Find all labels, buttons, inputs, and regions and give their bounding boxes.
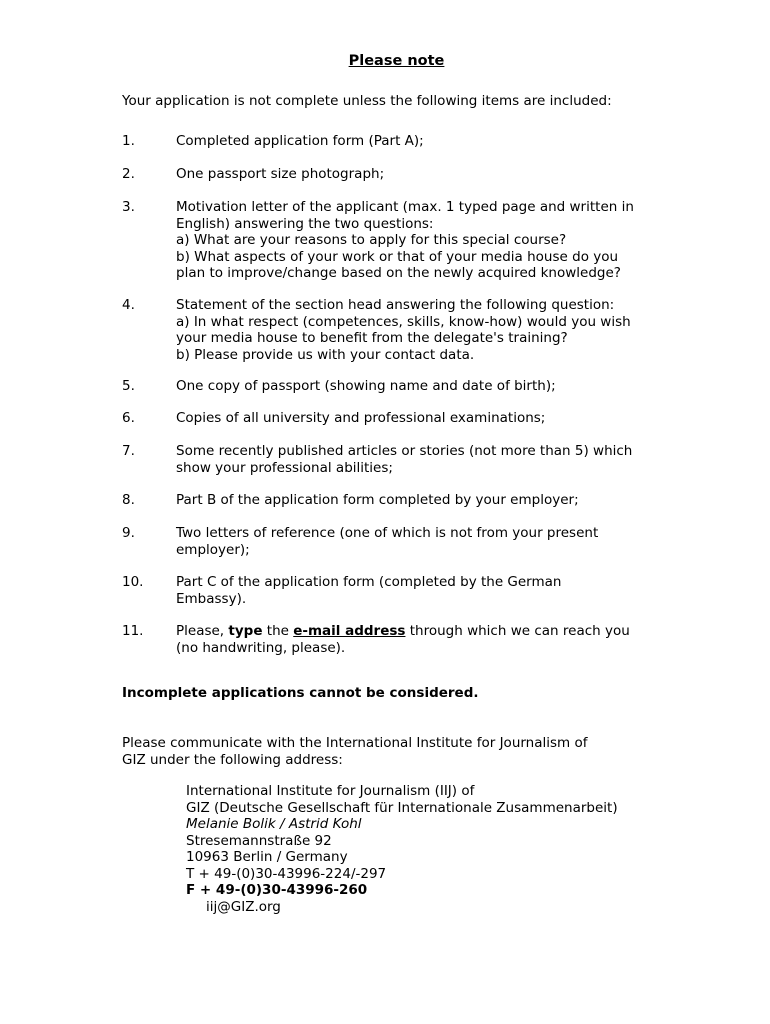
item-text: Copies of all university and professional examinations;: [176, 410, 546, 426]
list-item: [122, 297, 682, 363]
list-item: [122, 378, 682, 395]
list-item: [122, 525, 682, 558]
item-text: Two letters of reference (one of which is not from your present employer);: [176, 525, 599, 558]
item-number: 9.: [122, 525, 135, 541]
item-text: Motivation letter of the applicant (max. 1 typed page and written in English) answering the two questions: a) What are your reasons to apply for this special course? b) What aspects of your work or that of your media house do you plan to improve/change based on the newly acquired knowledge?: [176, 199, 634, 281]
emphasis-email-address: e-mail address: [293, 623, 406, 639]
item-text: Statement of the section head answering the following question: a) In what respect (competences, skills, know-how) would you wish your media house to benefit from the delegate's training? b) Please provide us with your contact data.: [176, 297, 631, 363]
address-email: iij@GIZ.org: [206, 898, 281, 915]
item-text: Completed application form (Part A);: [176, 133, 424, 149]
address-fax: F + 49-(0)30-43996-260: [186, 882, 368, 898]
communicate-text: Please communicate with the International Institute for Journalism of GIZ under the following address:: [122, 735, 588, 768]
item-number: 1.: [122, 133, 135, 149]
list-item: [122, 443, 682, 476]
page-title: Please note: [348, 53, 445, 69]
item-text: Some recently published articles or stories (not more than 5) which show your professional abilities;: [176, 443, 633, 476]
item-number: 7.: [122, 443, 135, 459]
item-text: One passport size photograph;: [176, 166, 385, 182]
item-text: Please, type the e-mail address through which we can reach you (no handwriting, please).: [176, 623, 630, 656]
list-item: [122, 410, 682, 427]
list-item: [122, 574, 682, 607]
item-number: 2.: [122, 166, 135, 182]
list-item: [122, 623, 682, 656]
list-item: [122, 133, 682, 150]
address-block: [186, 783, 686, 915]
item-text: Part C of the application form (completed by the German Embassy).: [176, 574, 562, 607]
address-city: 10963 Berlin / Germany: [186, 849, 348, 865]
incomplete-warning: Incomplete applications cannot be considered.: [122, 685, 479, 701]
item-number: 8.: [122, 492, 135, 508]
emphasis-type: type: [228, 623, 263, 639]
item-number: 3.: [122, 199, 135, 215]
address-institute: International Institute for Journalism (IIJ) of: [186, 783, 475, 799]
item-number: 5.: [122, 378, 135, 394]
item-number: 10.: [122, 574, 144, 590]
item-text: Part B of the application form completed by your employer;: [176, 492, 579, 508]
item-number: 4.: [122, 297, 135, 313]
address-contacts: Melanie Bolik / Astrid Kohl: [186, 816, 362, 832]
address-phone: T + 49-(0)30-43996-224/-297: [186, 865, 387, 882]
item-number: 11.: [122, 623, 144, 639]
list-item: [122, 166, 682, 183]
address-org: GIZ (Deutsche Gesellschaft für Internationale Zusammenarbeit): [186, 799, 618, 816]
list-item: [122, 492, 682, 509]
item-text: One copy of passport (showing name and date of birth);: [176, 378, 556, 394]
address-street: Stresemannstraße 92: [186, 832, 332, 849]
list-item: [122, 199, 682, 282]
item-number: 6.: [122, 410, 135, 426]
intro-text: Your application is not complete unless the following items are included:: [122, 93, 612, 109]
